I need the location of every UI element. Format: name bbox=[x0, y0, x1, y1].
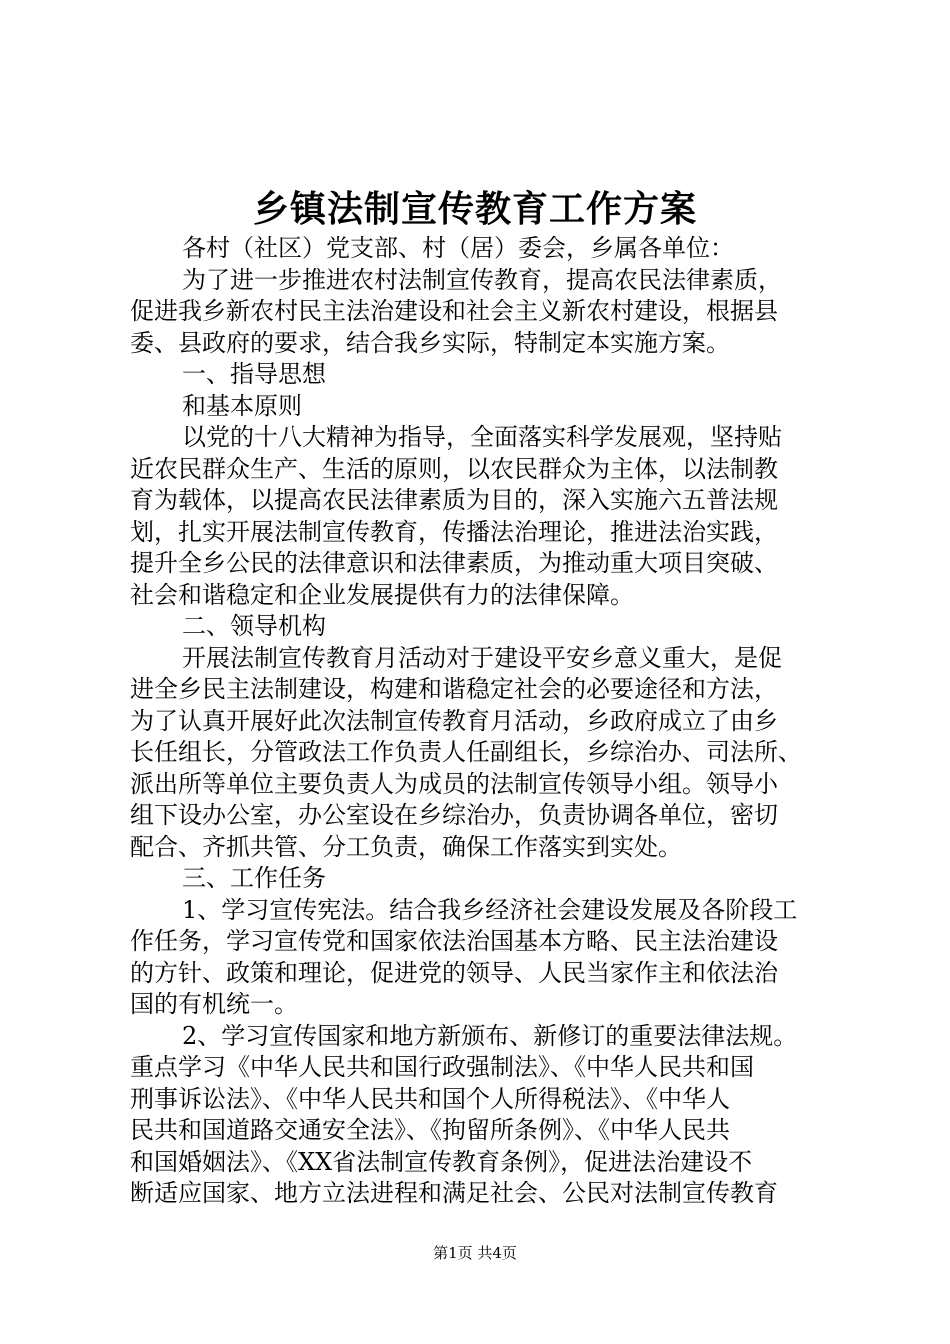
paragraph-line: 断适应国家、地方立法进程和满足社会、公民对法制宣传教育 bbox=[130, 1179, 778, 1207]
paragraph-line: 配合、齐抓共管、分工负责，确保工作落实到实处。 bbox=[130, 832, 682, 861]
section-heading: 三、工作任务 bbox=[182, 864, 326, 892]
paragraph-line: 民共和国道路交通安全法》、《拘留所条例》、《中华人民共 bbox=[130, 1116, 730, 1144]
paragraph-line: 划，扎实开展法制宣传教育，传播法治理论，推进法治实践， bbox=[130, 517, 778, 546]
paragraph-line: 刑事诉讼法》、《中华人民共和国个人所得税法》、《中华人 bbox=[130, 1084, 730, 1113]
paragraph-line: 长任组长，分管政法工作负责人任副组长，乡综治办、司法所、 bbox=[130, 738, 802, 766]
paragraph-line: 和国婚姻法》、《XX省法制宣传教育条例》，促进法治建设不 bbox=[130, 1147, 753, 1176]
paragraph-line: 重点学习《中华人民共和国行政强制法》、《中华人民共和国 bbox=[130, 1053, 754, 1081]
paragraph-line: 1、学习宣传宪法。结合我乡经济社会建设发展及各阶段工 bbox=[182, 895, 798, 924]
paragraph-line: 作任务，学习宣传党和国家依法治国基本方略、民主法治建设 bbox=[130, 927, 778, 955]
paragraph-line: 进全乡民主法制建设，构建和谐稳定社会的必要途径和方法， bbox=[130, 675, 778, 703]
section-heading: 一、指导思想 bbox=[182, 360, 326, 388]
paragraph-line: 社会和谐稳定和企业发展提供有力的法律保障。 bbox=[130, 580, 634, 609]
section-heading: 二、领导机构 bbox=[182, 612, 326, 640]
salutation-line: 各村（社区）党支部、村（居）委会，乡属各单位： bbox=[182, 234, 734, 262]
paragraph-line: 开展法制宣传教育月活动对于建设平安乡意义重大，是促 bbox=[182, 643, 782, 672]
paragraph-line: 以党的十八大精神为指导，全面落实科学发展观，坚持贴 bbox=[182, 423, 782, 451]
paragraph-line: 的方针、政策和理论，促进党的领导、人民当家作主和依法治 bbox=[130, 958, 778, 987]
paragraph-line: 为了认真开展好此次法制宣传教育月活动，乡政府成立了由乡 bbox=[130, 706, 778, 735]
paragraph-line: 近农民群众生产、生活的原则，以农民群众为主体，以法制教 bbox=[130, 454, 778, 483]
section-heading: 和基本原则 bbox=[182, 391, 302, 420]
paragraph-line: 派出所等单位主要负责人为成员的法制宣传领导小组。领导小 bbox=[130, 769, 778, 798]
page-footer: 第1页 共4页 bbox=[433, 1244, 517, 1262]
paragraph-line: 委、县政府的要求，结合我乡实际，特制定本实施方案。 bbox=[130, 328, 730, 357]
paragraph-line: 提升全乡公民的法律意识和法律素质，为推动重大项目突破、 bbox=[130, 549, 778, 577]
document-body bbox=[130, 233, 830, 1210]
paragraph-line: 国的有机统一。 bbox=[130, 990, 298, 1018]
document-title: 乡镇法制宣传教育工作方案 bbox=[252, 188, 697, 230]
paragraph-line: 组下设办公室，办公室设在乡综治办，负责协调各单位，密切 bbox=[130, 801, 778, 829]
paragraph-line: 育为载体，以提高农民法律素质为目的，深入实施六五普法规 bbox=[130, 486, 778, 514]
paragraph-line: 促进我乡新农村民主法治建设和社会主义新农村建设，根据县 bbox=[130, 297, 778, 325]
paragraph-line: 为了进一步推进农村法制宣传教育，提高农民法律素质， bbox=[182, 265, 782, 294]
paragraph-line: 2、学习宣传国家和地方新颁布、新修订的重要法律法规。 bbox=[182, 1021, 798, 1050]
